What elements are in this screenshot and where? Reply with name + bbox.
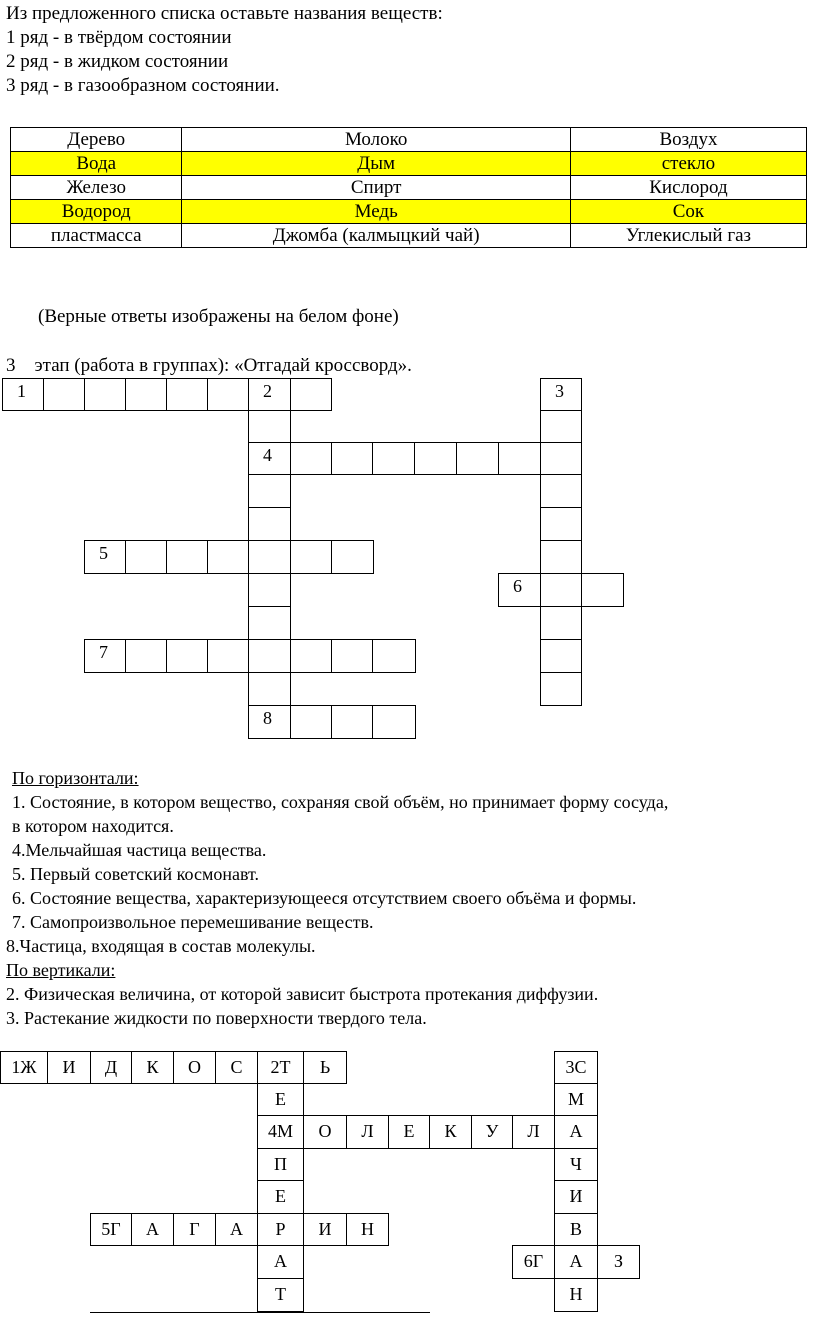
table-cell: стекло xyxy=(570,152,806,176)
answer-cell: Т xyxy=(257,1278,304,1312)
table-cell: Железо xyxy=(11,176,182,200)
answer-cell: О xyxy=(303,1115,347,1149)
answer-cell: Л xyxy=(512,1115,555,1149)
clue-number: 3 xyxy=(555,381,564,401)
stage-heading: 3 этап (работа в группах): «Отгадай кроссворд». xyxy=(6,355,412,376)
answer-cell: 5Г xyxy=(90,1213,132,1246)
answer-cell: Л xyxy=(346,1115,389,1149)
divider-line xyxy=(90,1312,430,1313)
clue-number: 7 xyxy=(99,642,108,662)
answer-cell: П xyxy=(257,1148,304,1181)
intro-line-1: Из предложенного списка оставьте названия веществ: xyxy=(6,3,443,24)
clue-number: 6 xyxy=(513,576,522,596)
clue-number: 1 xyxy=(17,381,26,401)
answer-cell: И xyxy=(554,1180,598,1214)
answer-cell: Г xyxy=(173,1213,216,1246)
answer-cell: Е xyxy=(257,1083,304,1116)
answers-note: (Верные ответы изображены на белом фоне) xyxy=(38,306,399,327)
answer-cell: 3С xyxy=(554,1051,598,1084)
intro-line-4: 3 ряд - в газообразном состоянии. xyxy=(6,75,280,96)
clue-h5: 5. Первый советский космонавт. xyxy=(12,864,260,884)
answer-cell: 4М xyxy=(257,1115,304,1149)
answer-cell: Д xyxy=(90,1051,132,1084)
table-cell: Дым xyxy=(182,152,570,176)
table-cell: Медь xyxy=(182,200,570,224)
clue-number: 8 xyxy=(263,708,272,728)
answer-cell: А xyxy=(257,1245,304,1279)
answer-cell: А xyxy=(554,1115,598,1149)
answer-cell: Н xyxy=(554,1278,598,1312)
intro-line-3: 2 ряд - в жидком состоянии xyxy=(6,51,229,72)
answer-cell: С xyxy=(215,1051,258,1084)
answer-cell: У xyxy=(471,1115,513,1149)
table-cell: Углекислый газ xyxy=(570,224,806,248)
clue-number: 4 xyxy=(263,445,272,465)
table-cell: Водород xyxy=(11,200,182,224)
clue-v3: 3. Растекание жидкости по поверхности твердого тела. xyxy=(6,1008,427,1028)
table-cell: Кислород xyxy=(570,176,806,200)
answer-cell: 6Г xyxy=(512,1245,555,1279)
intro-line-2: 1 ряд - в твёрдом состоянии xyxy=(6,27,232,48)
clue-h1: 1. Состояние, в котором вещество, сохраняя свой объём, но принимает форму сосуда, xyxy=(12,792,669,812)
answer-cell: 2Т xyxy=(257,1051,304,1084)
answer-cell: О xyxy=(173,1051,216,1084)
answer-cell: Ь xyxy=(303,1051,347,1084)
table-cell: Джомба (калмыцкий чай) xyxy=(182,224,570,248)
answer-cell: Е xyxy=(257,1180,304,1214)
table-cell: Сок xyxy=(570,200,806,224)
clue-v2: 2. Физическая величина, от которой зависит быстрота протекания диффузии. xyxy=(6,984,599,1004)
table-cell: Спирт xyxy=(182,176,570,200)
answer-cell: К xyxy=(131,1051,174,1084)
table-cell: пластмасса xyxy=(11,224,182,248)
answer-cell: Н xyxy=(346,1213,389,1246)
clue-h4: 4.Мельчайшая частица вещества. xyxy=(12,840,267,860)
table-cell: Вода xyxy=(11,152,182,176)
table-cell: Молоко xyxy=(182,128,570,152)
answer-cell: Р xyxy=(257,1213,304,1246)
answer-cell: Ч xyxy=(554,1148,598,1181)
answer-cell: 1Ж xyxy=(0,1051,48,1084)
clue-h7: 7. Самопроизвольное перемешивание веществ. xyxy=(12,912,374,932)
clue-number: 5 xyxy=(99,543,108,563)
answer-cell: И xyxy=(303,1213,347,1246)
clue-h8: 8.Частица, входящая в состав молекулы. xyxy=(6,936,316,956)
answer-cell: А xyxy=(554,1245,598,1279)
answer-cell: З xyxy=(597,1245,640,1279)
horizontal-clues-title: По горизонтали: xyxy=(12,768,139,788)
answer-cell: А xyxy=(215,1213,258,1246)
answer-cell: А xyxy=(131,1213,174,1246)
table-cell: Воздух xyxy=(570,128,806,152)
table-cell: Дерево xyxy=(11,128,182,152)
answer-cell: М xyxy=(554,1083,598,1116)
answer-cell: И xyxy=(47,1051,91,1084)
answer-cell: Е xyxy=(388,1115,430,1149)
answer-cell: К xyxy=(429,1115,472,1149)
clue-number: 2 xyxy=(263,381,272,401)
clue-h1-cont: в котором находится. xyxy=(12,816,174,836)
vertical-clues-title: По вертикали: xyxy=(6,960,116,980)
clue-h6: 6. Состояние вещества, характеризующееся отсутствием своего объёма и формы. xyxy=(12,888,637,908)
answer-cell: В xyxy=(554,1213,598,1246)
